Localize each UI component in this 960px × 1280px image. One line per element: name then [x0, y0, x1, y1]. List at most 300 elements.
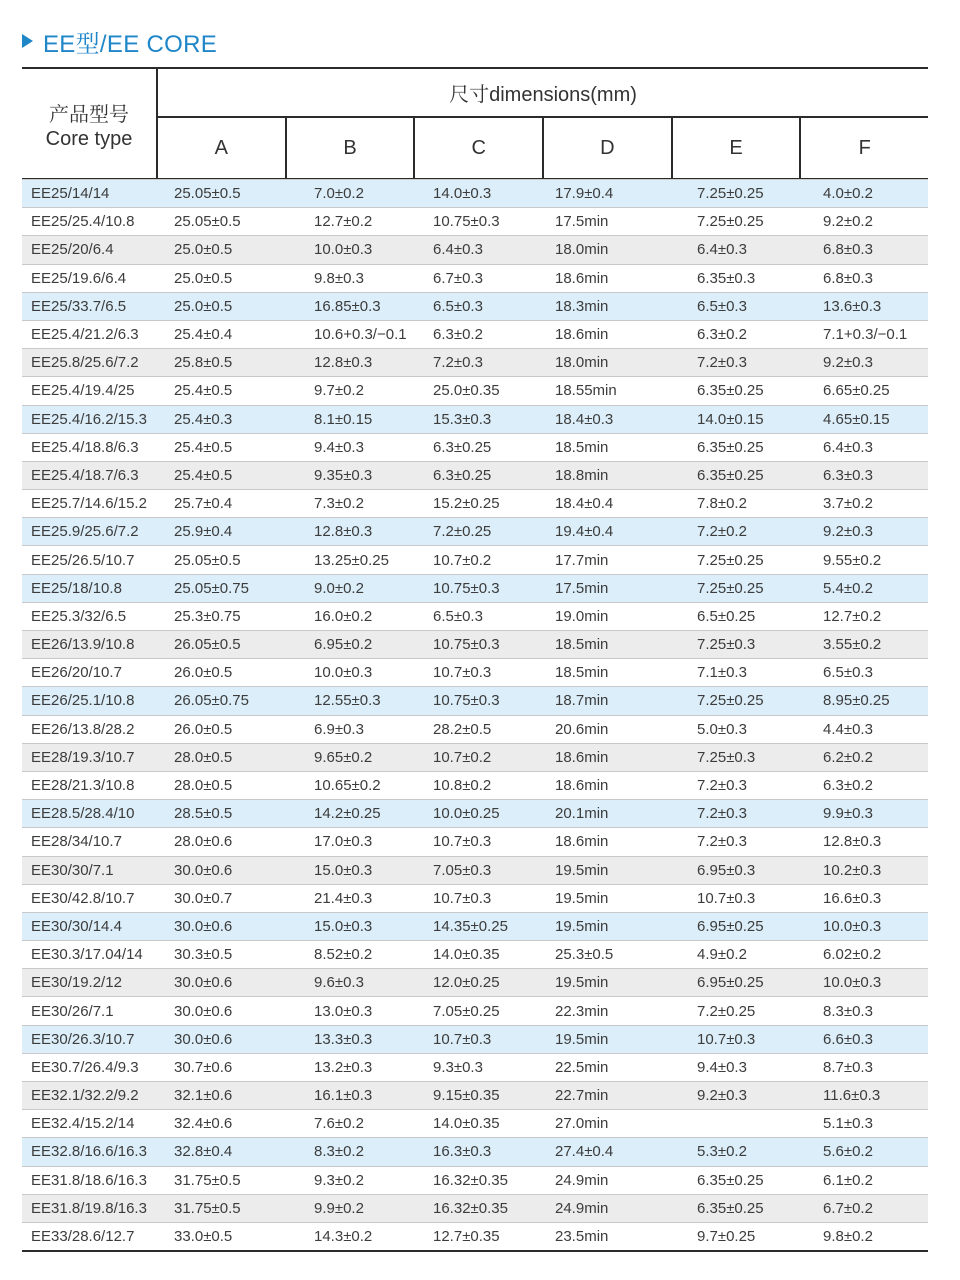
table-row: [22, 320, 928, 348]
dim-c-cell: 7.05±0.3: [433, 861, 492, 879]
dim-f-cell: 5.4±0.2: [823, 579, 873, 597]
core-type-cell: EE25.9/25.6/7.2: [31, 523, 139, 541]
section-title: [22, 26, 217, 56]
dim-d-cell: 18.6min: [555, 777, 609, 795]
dim-b-cell: 9.65±0.2: [314, 748, 373, 766]
column-header-e: E: [673, 118, 802, 178]
dim-c-cell: 16.32±0.35: [433, 1199, 508, 1217]
section-title-text: EE型/EE CORE: [43, 30, 218, 58]
dim-e-cell: 7.8±0.2: [697, 495, 747, 513]
dim-e-cell: 6.35±0.25: [697, 438, 764, 456]
table-row: [22, 1081, 928, 1109]
dim-c-cell: 9.3±0.3: [433, 1058, 483, 1076]
dim-e-cell: 9.4±0.3: [697, 1058, 747, 1076]
table-row: [22, 912, 928, 940]
core-type-cell: EE30.7/26.4/9.3: [31, 1058, 139, 1076]
table-row: [22, 1109, 928, 1137]
core-type-cell: EE25.4/16.2/15.3: [31, 410, 147, 428]
dim-b-cell: 7.3±0.2: [314, 495, 364, 513]
dim-a-cell: 32.4±0.6: [174, 1115, 233, 1133]
dim-e-cell: 6.35±0.25: [697, 1199, 764, 1217]
core-type-cell: EE31.8/18.6/16.3: [31, 1171, 147, 1189]
dim-e-cell: 9.7±0.25: [697, 1228, 756, 1246]
dim-c-cell: 10.75±0.3: [433, 636, 500, 654]
dim-a-cell: 32.1±0.6: [174, 1087, 233, 1105]
dim-c-cell: 14.35±0.25: [433, 917, 508, 935]
triangle-bullet-icon: [22, 34, 33, 48]
core-type-header: [22, 69, 158, 178]
dim-e-cell: 7.25±0.3: [697, 748, 756, 766]
table-row: [22, 489, 928, 517]
dim-c-cell: 15.3±0.3: [433, 410, 492, 428]
dim-a-cell: 26.05±0.75: [174, 692, 249, 710]
dim-f-cell: 6.3±0.2: [823, 777, 873, 795]
column-header-a: A: [158, 118, 287, 178]
dim-c-cell: 6.3±0.2: [433, 326, 483, 344]
dim-f-cell: 10.2±0.3: [823, 861, 882, 879]
dim-e-cell: 7.25±0.3: [697, 636, 756, 654]
column-header-d: D: [544, 118, 673, 178]
table-row: [22, 1137, 928, 1165]
dim-f-cell: 8.3±0.3: [823, 1002, 873, 1020]
table-row: [22, 996, 928, 1024]
table-row: [22, 1025, 928, 1053]
table-row: [22, 376, 928, 404]
core-type-cell: EE30/30/14.4: [31, 917, 122, 935]
table-row: [22, 179, 928, 207]
dim-e-cell: 7.2±0.2: [697, 523, 747, 541]
column-header-f: F: [858, 136, 871, 159]
dim-a-cell: 30.0±0.6: [174, 917, 233, 935]
dim-b-cell: 13.3±0.3: [314, 1030, 373, 1048]
dim-d-cell: 18.7min: [555, 692, 609, 710]
dim-c-cell: 14.0±0.35: [433, 1115, 500, 1133]
dim-f-cell: 9.2±0.2: [823, 213, 873, 231]
dim-f-cell: 10.0±0.3: [823, 974, 882, 992]
core-type-cell: EE28/21.3/10.8: [31, 777, 135, 795]
dim-e-cell: 6.35±0.25: [697, 1171, 764, 1189]
dim-a-cell: 31.75±0.5: [174, 1171, 241, 1189]
dim-f-cell: 6.1±0.2: [823, 1171, 873, 1189]
core-type-cell: EE30/26/7.1: [31, 1002, 114, 1020]
dim-c-cell: 6.7±0.3: [433, 269, 483, 287]
dim-f-cell: 12.8±0.3: [823, 833, 882, 851]
dim-b-cell: 10.0±0.3: [314, 664, 373, 682]
core-type-cell: EE25/26.5/10.7: [31, 551, 135, 569]
dim-d-cell: 18.6min: [555, 833, 609, 851]
core-type-cell: EE25.4/18.7/6.3: [31, 466, 139, 484]
dim-d-cell: 17.5min: [555, 213, 609, 231]
table-row: [22, 517, 928, 545]
dim-b-cell: 13.2±0.3: [314, 1058, 373, 1076]
table-row: [22, 799, 928, 827]
core-type-cell: EE28/19.3/10.7: [31, 748, 135, 766]
dim-f-cell: 3.7±0.2: [823, 495, 873, 513]
dim-f-cell: 8.95±0.25: [823, 692, 890, 710]
dim-e-cell: 6.35±0.25: [697, 382, 764, 400]
dim-f-cell: 9.2±0.3: [823, 523, 873, 541]
core-type-cell: EE30.3/17.04/14: [31, 946, 143, 964]
dim-a-cell: 33.0±0.5: [174, 1228, 233, 1246]
dim-f-cell: 8.7±0.3: [823, 1058, 873, 1076]
dim-b-cell: 7.6±0.2: [314, 1115, 364, 1133]
table-row: [22, 686, 928, 714]
dim-e-cell: 10.7±0.3: [697, 889, 756, 907]
dim-a-cell: 30.0±0.6: [174, 861, 233, 879]
dim-d-cell: 17.9±0.4: [555, 185, 614, 203]
dim-f-cell: 4.65±0.15: [823, 410, 890, 428]
dim-d-cell: 18.3min: [555, 297, 609, 315]
dim-f-cell: 6.3±0.3: [823, 466, 873, 484]
dim-e-cell: 6.4±0.3: [697, 241, 747, 259]
dim-c-cell: 10.7±0.3: [433, 889, 492, 907]
dim-a-cell: 25.4±0.5: [174, 466, 233, 484]
dim-c-cell: 14.0±0.3: [433, 185, 492, 203]
table-row: [22, 1222, 928, 1250]
table-row: [22, 405, 928, 433]
dim-d-cell: 24.9min: [555, 1199, 609, 1217]
core-type-cell: EE25.4/21.2/6.3: [31, 326, 139, 344]
core-type-cell: EE30/30/7.1: [31, 861, 114, 879]
table-row: [22, 940, 928, 968]
table-row: [22, 433, 928, 461]
dim-f-cell: 6.65±0.25: [823, 382, 890, 400]
dim-c-cell: 16.32±0.35: [433, 1171, 508, 1189]
dim-a-cell: 25.9±0.4: [174, 523, 233, 541]
table-row: [22, 827, 928, 855]
dim-e-cell: 6.5±0.25: [697, 607, 756, 625]
dim-e-cell: 4.9±0.2: [697, 946, 747, 964]
dim-b-cell: 9.0±0.2: [314, 579, 364, 597]
dim-c-cell: 6.3±0.25: [433, 438, 492, 456]
dim-c-cell: 7.05±0.25: [433, 1002, 500, 1020]
dim-d-cell: 22.3min: [555, 1002, 609, 1020]
dim-d-cell: 18.4±0.3: [555, 410, 614, 428]
dim-a-cell: 25.8±0.5: [174, 354, 233, 372]
dim-c-cell: 6.3±0.25: [433, 466, 492, 484]
dim-e-cell: 6.95±0.25: [697, 974, 764, 992]
dim-f-cell: 6.7±0.2: [823, 1199, 873, 1217]
ee-core-table: [22, 67, 928, 1252]
table-row: [22, 658, 928, 686]
table-row: [22, 235, 928, 263]
core-type-cell: EE28/34/10.7: [31, 833, 122, 851]
dim-c-cell: 10.0±0.25: [433, 805, 500, 823]
column-header-b: B: [287, 118, 416, 178]
dim-a-cell: 25.4±0.4: [174, 326, 233, 344]
dim-b-cell: 12.8±0.3: [314, 354, 373, 372]
dim-d-cell: 22.7min: [555, 1087, 609, 1105]
dim-e-cell: 7.2±0.3: [697, 833, 747, 851]
dim-d-cell: 18.6min: [555, 748, 609, 766]
dim-a-cell: 28.5±0.5: [174, 805, 233, 823]
dim-a-cell: 30.3±0.5: [174, 946, 233, 964]
core-type-header-en: Core type: [45, 127, 133, 150]
dim-b-cell: 12.7±0.2: [314, 213, 373, 231]
dim-e-cell: 7.25±0.25: [697, 213, 764, 231]
dim-e-cell: 7.25±0.25: [697, 185, 764, 203]
core-type-header-cn: 产品型号: [49, 103, 129, 126]
dim-f-cell: 6.8±0.3: [823, 241, 873, 259]
dim-e-cell: 7.2±0.25: [697, 1002, 756, 1020]
dim-b-cell: 12.55±0.3: [314, 692, 381, 710]
core-type-cell: EE25.4/18.8/6.3: [31, 438, 139, 456]
dim-e-cell: 7.1±0.3: [697, 664, 747, 682]
dim-f-cell: 6.8±0.3: [823, 269, 873, 287]
dim-c-cell: 10.7±0.3: [433, 833, 492, 851]
dim-f-cell: 4.0±0.2: [823, 185, 873, 203]
dim-d-cell: 19.5min: [555, 917, 609, 935]
dim-b-cell: 6.9±0.3: [314, 720, 364, 738]
dim-a-cell: 30.0±0.6: [174, 1030, 233, 1048]
dim-d-cell: 18.5min: [555, 636, 609, 654]
dim-d-cell: 18.4±0.4: [555, 495, 614, 513]
table-row: [22, 630, 928, 658]
dim-a-cell: 25.4±0.5: [174, 438, 233, 456]
dim-a-cell: 25.0±0.5: [174, 269, 233, 287]
dim-b-cell: 10.0±0.3: [314, 241, 373, 259]
dim-c-cell: 10.7±0.3: [433, 664, 492, 682]
dim-c-cell: 15.2±0.25: [433, 495, 500, 513]
dim-b-cell: 15.0±0.3: [314, 861, 373, 879]
dim-d-cell: 18.6min: [555, 326, 609, 344]
table-row: [22, 1194, 928, 1222]
dim-e-cell: 7.25±0.25: [697, 551, 764, 569]
dim-f-cell: 12.7±0.2: [823, 607, 882, 625]
core-type-cell: EE26/20/10.7: [31, 664, 122, 682]
dim-b-cell: 10.65±0.2: [314, 777, 381, 795]
core-type-cell: EE32.8/16.6/16.3: [31, 1143, 147, 1161]
dim-f-cell: 10.0±0.3: [823, 917, 882, 935]
dim-f-cell: 6.6±0.3: [823, 1030, 873, 1048]
dim-a-cell: 26.05±0.5: [174, 636, 241, 654]
dim-d-cell: 19.5min: [555, 1030, 609, 1048]
core-type-cell: EE25/14/14: [31, 185, 110, 203]
core-type-cell: EE31.8/19.8/16.3: [31, 1199, 147, 1217]
table-row: [22, 264, 928, 292]
dim-d-cell: 19.4±0.4: [555, 523, 614, 541]
dim-f-cell: 3.55±0.2: [823, 636, 882, 654]
dim-d-cell: 20.1min: [555, 805, 609, 823]
column-header-c: C: [415, 118, 544, 178]
dim-b-cell: 9.3±0.2: [314, 1171, 364, 1189]
table-row: [22, 461, 928, 489]
dim-b-cell: 13.25±0.25: [314, 551, 389, 569]
dim-c-cell: 10.75±0.3: [433, 579, 500, 597]
dim-e-cell: 6.3±0.2: [697, 326, 747, 344]
dim-c-cell: 6.4±0.3: [433, 241, 483, 259]
table-header: [22, 69, 928, 179]
dim-d-cell: 25.3±0.5: [555, 946, 614, 964]
table-row: [22, 1053, 928, 1081]
core-type-cell: EE25/25.4/10.8: [31, 213, 135, 231]
core-type-cell: EE25/20/6.4: [31, 241, 114, 259]
dim-a-cell: 25.3±0.75: [174, 607, 241, 625]
dim-e-cell: 10.7±0.3: [697, 1030, 756, 1048]
dim-e-cell: 6.35±0.3: [697, 269, 756, 287]
core-type-cell: EE32.4/15.2/14: [31, 1115, 135, 1133]
dim-b-cell: 9.9±0.2: [314, 1199, 364, 1217]
core-type-cell: EE30/19.2/12: [31, 974, 122, 992]
dim-e-cell: 5.0±0.3: [697, 720, 747, 738]
dim-d-cell: 22.5min: [555, 1058, 609, 1076]
dim-e-cell: 6.35±0.25: [697, 466, 764, 484]
dim-a-cell: 25.0±0.5: [174, 241, 233, 259]
dim-b-cell: 7.0±0.2: [314, 185, 364, 203]
dim-d-cell: 18.0min: [555, 241, 609, 259]
table-row: [22, 574, 928, 602]
core-type-cell: EE26/13.9/10.8: [31, 636, 135, 654]
dim-f-cell: 11.6±0.3: [823, 1087, 881, 1105]
dim-a-cell: 28.0±0.6: [174, 833, 233, 851]
dim-b-cell: 9.35±0.3: [314, 466, 373, 484]
dim-b-cell: 9.7±0.2: [314, 382, 364, 400]
core-type-cell: EE28.5/28.4/10: [31, 805, 135, 823]
core-type-cell: EE25.7/14.6/15.2: [31, 495, 147, 513]
dim-b-cell: 8.3±0.2: [314, 1143, 364, 1161]
dim-b-cell: 12.8±0.3: [314, 523, 373, 541]
dim-f-cell: 9.9±0.3: [823, 805, 873, 823]
dim-c-cell: 10.7±0.3: [433, 1030, 492, 1048]
dim-c-cell: 16.3±0.3: [433, 1143, 492, 1161]
dim-f-cell: 13.6±0.3: [823, 297, 882, 315]
dim-e-cell: 6.95±0.25: [697, 917, 764, 935]
core-type-cell: EE32.1/32.2/9.2: [31, 1087, 139, 1105]
dimensions-header-title: 尺寸dimensions(mm): [158, 69, 928, 118]
dimension-columns: [158, 118, 928, 178]
dim-a-cell: 25.05±0.5: [174, 185, 241, 203]
dim-c-cell: 10.7±0.2: [433, 551, 492, 569]
dim-e-cell: 6.5±0.3: [697, 297, 747, 315]
core-type-cell: EE26/25.1/10.8: [31, 692, 135, 710]
dim-e-cell: 9.2±0.3: [697, 1087, 747, 1105]
dim-e-cell: 6.95±0.3: [697, 861, 756, 879]
dim-d-cell: 17.7min: [555, 551, 609, 569]
dim-f-cell: 5.6±0.2: [823, 1143, 873, 1161]
dim-a-cell: 30.0±0.6: [174, 1002, 233, 1020]
dim-b-cell: 16.1±0.3: [314, 1087, 373, 1105]
dim-f-cell: 9.8±0.2: [823, 1228, 873, 1246]
dim-d-cell: 18.5min: [555, 438, 609, 456]
dim-b-cell: 9.4±0.3: [314, 438, 364, 456]
dim-a-cell: 28.0±0.5: [174, 748, 233, 766]
dim-b-cell: 8.1±0.15: [314, 410, 373, 428]
dim-d-cell: 19.5min: [555, 889, 609, 907]
dim-e-cell: 5.3±0.2: [697, 1143, 747, 1161]
dim-b-cell: 16.85±0.3: [314, 297, 381, 315]
table-body: [22, 179, 928, 1250]
core-type-cell: EE25.3/32/6.5: [31, 607, 127, 625]
table-row: [22, 771, 928, 799]
dim-e-cell: 7.2±0.3: [697, 805, 747, 823]
dim-b-cell: 17.0±0.3: [314, 833, 373, 851]
core-type-cell: EE30/42.8/10.7: [31, 889, 135, 907]
dim-d-cell: 27.0min: [555, 1115, 609, 1133]
dim-e-cell: 7.25±0.25: [697, 692, 764, 710]
table-row: [22, 207, 928, 235]
dim-d-cell: 18.55min: [555, 382, 617, 400]
dim-f-cell: 6.5±0.3: [823, 664, 873, 682]
dim-a-cell: 25.0±0.5: [174, 297, 233, 315]
dim-c-cell: 14.0±0.35: [433, 946, 500, 964]
dim-d-cell: 17.5min: [555, 579, 609, 597]
table-row: [22, 1166, 928, 1194]
dim-b-cell: 14.2±0.25: [314, 805, 381, 823]
dim-f-cell: 16.6±0.3: [823, 889, 882, 907]
dim-d-cell: 18.5min: [555, 664, 609, 682]
dim-c-cell: 6.5±0.3: [433, 607, 483, 625]
table-row: [22, 715, 928, 743]
dim-b-cell: 6.95±0.2: [314, 636, 373, 654]
core-type-cell: EE25/18/10.8: [31, 579, 122, 597]
dim-b-cell: 8.52±0.2: [314, 946, 373, 964]
dim-f-cell: 5.1±0.3: [823, 1115, 873, 1133]
dim-d-cell: 24.9min: [555, 1171, 609, 1189]
dim-a-cell: 25.05±0.75: [174, 579, 249, 597]
dimensions-header: [158, 69, 928, 178]
dim-a-cell: 25.05±0.5: [174, 551, 241, 569]
table-row: [22, 968, 928, 996]
dim-a-cell: 30.0±0.7: [174, 889, 233, 907]
core-type-cell: EE33/28.6/12.7: [31, 1228, 135, 1246]
dim-f-cell: 9.55±0.2: [823, 551, 882, 569]
dim-d-cell: 19.0min: [555, 607, 609, 625]
core-type-cell: EE25.4/19.4/25: [31, 382, 135, 400]
dim-b-cell: 15.0±0.3: [314, 917, 373, 935]
dim-d-cell: 23.5min: [555, 1228, 609, 1246]
dim-e-cell: 14.0±0.15: [697, 410, 764, 428]
dim-f-cell: 7.1+0.3/−0.1: [823, 326, 908, 344]
dim-b-cell: 21.4±0.3: [314, 889, 373, 907]
dim-b-cell: 16.0±0.2: [314, 607, 373, 625]
dim-a-cell: 30.0±0.6: [174, 974, 233, 992]
core-type-cell: EE25/33.7/6.5: [31, 297, 127, 315]
core-type-cell: EE25/19.6/6.4: [31, 269, 127, 287]
dim-c-cell: 12.0±0.25: [433, 974, 500, 992]
dim-c-cell: 10.75±0.3: [433, 692, 500, 710]
table-row: [22, 292, 928, 320]
dim-a-cell: 32.8±0.4: [174, 1143, 233, 1161]
dim-a-cell: 25.7±0.4: [174, 495, 233, 513]
dim-d-cell: 20.6min: [555, 720, 609, 738]
dim-c-cell: 10.75±0.3: [433, 213, 500, 231]
dim-f-cell: 6.2±0.2: [823, 748, 873, 766]
dim-e-cell: 7.2±0.3: [697, 777, 747, 795]
dim-b-cell: 10.6+0.3/−0.1: [314, 326, 407, 344]
dim-a-cell: 25.4±0.3: [174, 410, 233, 428]
dim-c-cell: 6.5±0.3: [433, 297, 483, 315]
dim-c-cell: 7.2±0.3: [433, 354, 483, 372]
table-row: [22, 545, 928, 573]
dim-e-cell: 7.2±0.3: [697, 354, 747, 372]
dim-a-cell: 26.0±0.5: [174, 664, 233, 682]
table-row: [22, 602, 928, 630]
dim-a-cell: 30.7±0.6: [174, 1058, 233, 1076]
dim-c-cell: 10.8±0.2: [433, 777, 492, 795]
dim-f-cell: 4.4±0.3: [823, 720, 873, 738]
dim-e-cell: 7.25±0.25: [697, 579, 764, 597]
core-type-cell: EE30/26.3/10.7: [31, 1030, 135, 1048]
core-type-cell: EE26/13.8/28.2: [31, 720, 135, 738]
dim-c-cell: 25.0±0.35: [433, 382, 500, 400]
dim-a-cell: 25.05±0.5: [174, 213, 241, 231]
dim-b-cell: 13.0±0.3: [314, 1002, 373, 1020]
dim-d-cell: 19.5min: [555, 861, 609, 879]
dim-a-cell: 25.4±0.5: [174, 382, 233, 400]
table-row: [22, 348, 928, 376]
dim-c-cell: 10.7±0.2: [433, 748, 492, 766]
dim-d-cell: 18.8min: [555, 466, 609, 484]
